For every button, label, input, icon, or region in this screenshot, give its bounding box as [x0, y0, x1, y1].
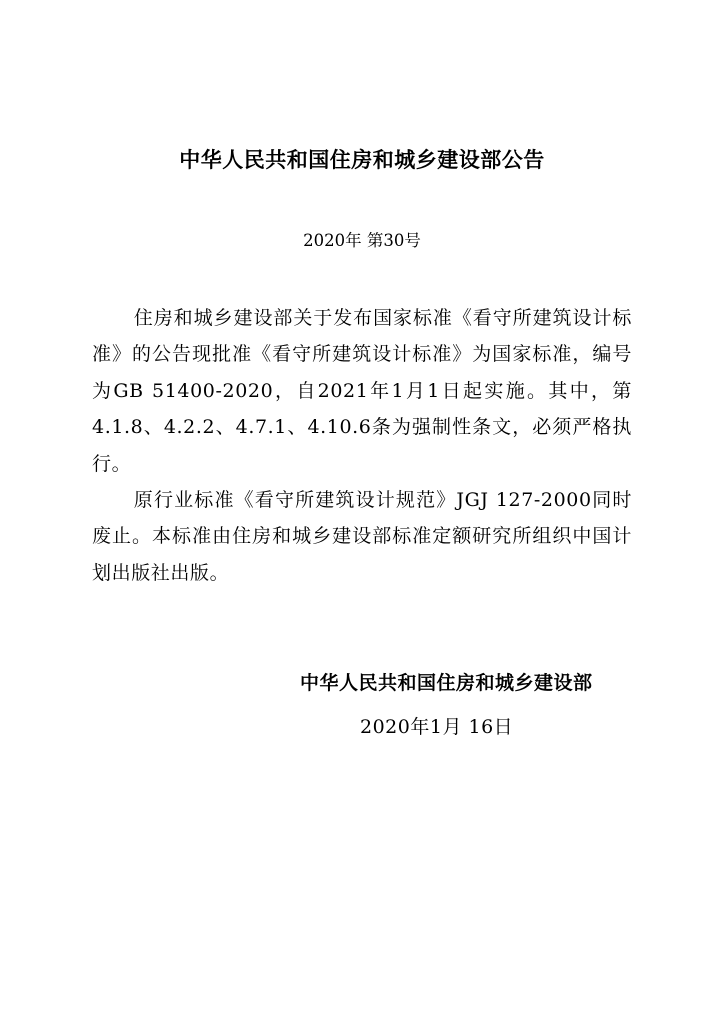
body-paragraph-1: 住房和城乡建设部关于发布国家标准《看守所建筑设计标准》的公告现批准《看守所建筑设计标准》为国家标准，编号为GB 51400-2020，自2021年1月1日起实施。其中，第4.1.8、4.2.2、4.7.1、4.10.6条为强制性条文，必须严格执行。	[92, 307, 632, 475]
announcement-title: 中华人民共和国住房和城乡建设部公告	[179, 148, 545, 172]
body-paragraph-2: 原行业标准《看守所建筑设计规范》JGJ 127-2000同时废止。本标准由住房和城乡建设部标准定额研究所组织中国计划出版社出版。	[92, 489, 632, 584]
issuer-signature: 中华人民共和国住房和城乡建设部	[300, 672, 593, 694]
announcement-number: 2020年 第30号	[303, 231, 421, 250]
issue-date: 2020年1月 16日	[360, 716, 514, 738]
announcement-body	[92, 300, 632, 591]
